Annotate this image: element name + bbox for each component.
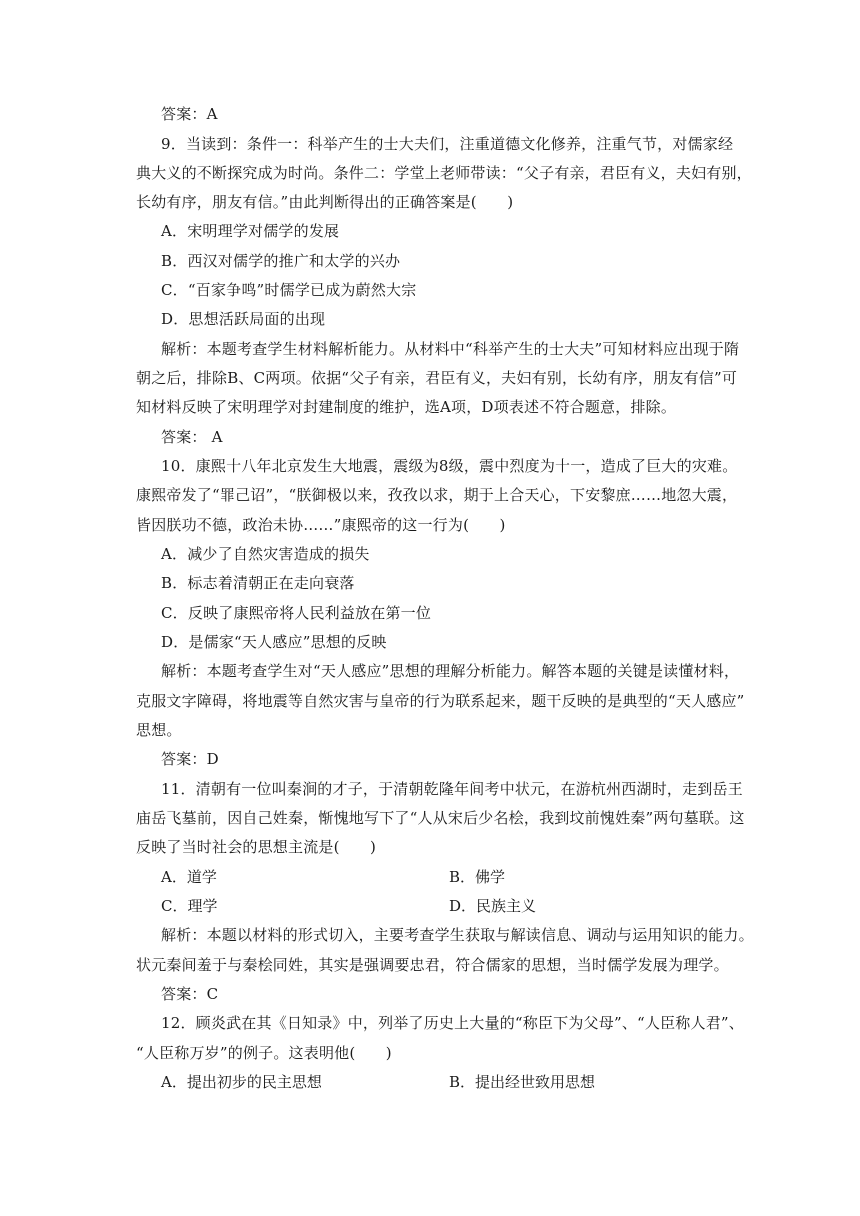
question-9-line: 长幼有序，朋友有信。”由此判断得出的正确答案是( )	[136, 193, 514, 211]
option-a: A．道学	[161, 868, 217, 886]
option-c: C．反映了康熙帝将人民利益放在第一位	[161, 604, 432, 622]
option-a: A．宋明理学对儒学的发展	[161, 222, 340, 240]
option-d: D．民族主义	[449, 897, 537, 915]
option-d: D．是儒家“天人感应”思想的反映	[161, 633, 387, 651]
answer-line: 答案：A	[161, 105, 218, 123]
option-b: B．西汉对儒学的推广和太学的兴办	[161, 252, 401, 270]
analysis-line: 知材料反映了宋明理学对封建制度的维护，选A项，D项表述不符合题意，排除。	[136, 398, 677, 416]
question-11-line: 庙岳飞墓前，因自己姓秦，惭愧地写下了“人从宋后少名桧，我到坟前愧姓秦”两句墓联。这	[136, 809, 745, 827]
question-11-line: 反映了当时社会的思想主流是( )	[136, 838, 377, 856]
analysis-line: 状元秦间羞于与秦桧同姓，其实是强调要忠君，符合儒家的思想，当时儒学发展为理学。	[136, 956, 729, 974]
option-b: B．标志着清朝正在走向衰落	[161, 574, 355, 592]
analysis-line: 朝之后，排除B、C两项。依据“父子有亲，君臣有义，夫妇有别，长幼有序，朋友有信”可	[136, 369, 738, 387]
analysis-line: 解析：本题考查学生对“天人感应”思想的理解分析能力。解答本题的关键是读懂材料，	[161, 662, 740, 680]
question-11-line: 11．清朝有一位叫秦涧的才子，于清朝乾隆年间考中状元，在游杭州西湖时，走到岳王	[161, 780, 743, 798]
question-10-line: 10．康熙十八年北京发生大地震，震级为8级，震中烈度为十一，造成了巨大的灾难。	[161, 457, 738, 475]
option-d: D．思想活跃局面的出现	[161, 310, 326, 328]
answer-line: 答案：C	[161, 985, 219, 1003]
answer-line: 答案：D	[161, 750, 219, 768]
option-b: B．佛学	[449, 868, 506, 886]
question-10-line: 康熙帝发了“罪己诏”，“朕御极以来，孜孜以求，期于上合天心，下安黎庶……地忽大震，	[136, 486, 738, 504]
analysis-line: 解析：本题以材料的形式切入，主要考查学生获取与解读信息、调动与运用知识的能力。	[161, 926, 754, 944]
analysis-line: 克服文字障碍，将地震等自然灾害与皇帝的行为联系起来，题干反映的是典型的“天人感应”	[136, 692, 745, 710]
question-9-line: 典大义的不断探究成为时尚。条件二：学堂上老师带读：“父子有亲，君臣有义，夫妇有别，	[136, 164, 752, 182]
option-c: C．“百家争鸣”时儒学已成为蔚然大宗	[161, 281, 417, 299]
question-12-line: “人臣称万岁”的例子。这表明他( )	[136, 1044, 392, 1062]
analysis-line: 解析：本题考查学生材料解析能力。从材料中“科举产生的士大夫”可知材料应出现于隋	[161, 340, 740, 358]
option-b: B．提出经世致用思想	[449, 1073, 596, 1091]
question-10-line: 皆因朕功不德，政治未协……”康熙帝的这一行为( )	[136, 516, 506, 534]
question-12-line: 12．顾炎武在其《日知录》中，列举了历史上大量的“称臣下为父母”、“人臣称人君”、	[161, 1014, 744, 1032]
analysis-line: 思想。	[136, 721, 182, 739]
question-9-line: 9．当读到：条件一：科举产生的士大夫们，注重道德文化修养，注重气节，对儒家经	[161, 135, 734, 153]
answer-line: 答案： A	[161, 428, 223, 446]
option-a: A．减少了自然灾害造成的损失	[161, 545, 370, 563]
option-c: C．理学	[161, 897, 218, 915]
option-a: A．提出初步的民主思想	[161, 1073, 322, 1091]
